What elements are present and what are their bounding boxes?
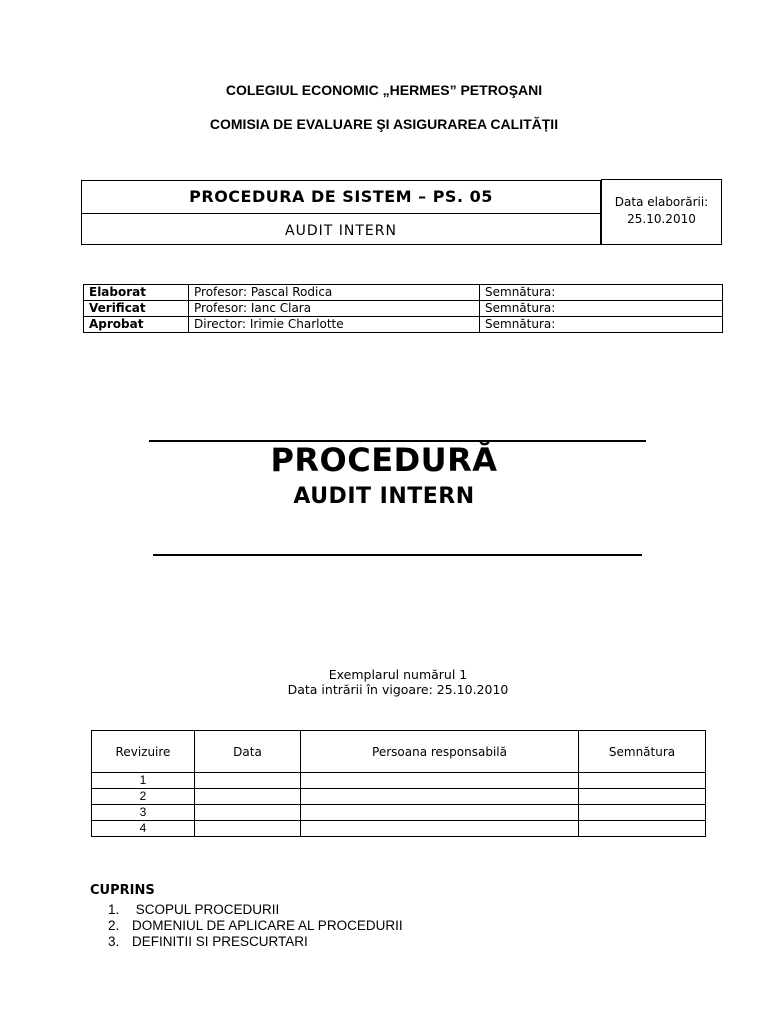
- institution-name: COLEGIUL ECONOMIC „HERMES” PETROŞANI: [225, 82, 543, 98]
- revisions-table: [91, 730, 706, 837]
- main-subtitle: AUDIT INTERN: [293, 484, 475, 509]
- table-header-row: [92, 731, 706, 773]
- list-item: [108, 902, 279, 917]
- commission-name: COMISIA DE EVALUARE ŞI ASIGURAREA CALITĂȚII: [209, 116, 559, 132]
- table-row: [84, 317, 723, 333]
- toc-number: 1.: [108, 902, 120, 917]
- elaboration-date-box: [601, 179, 722, 245]
- approval-signature: Semnătura:: [480, 285, 723, 301]
- procedure-title: PROCEDURA DE SISTEM – PS. 05: [82, 181, 600, 214]
- table-row: [84, 285, 723, 301]
- list-item: [108, 918, 403, 933]
- approval-role: Verificat: [84, 301, 189, 317]
- table-row: [84, 301, 723, 317]
- table-row: [92, 789, 706, 805]
- revisions-header: Revizuire: [92, 731, 195, 773]
- main-title: PROCEDURĂ: [270, 441, 498, 479]
- revisions-header: Data: [195, 731, 301, 773]
- toc-text: DOMENIUL DE APLICARE AL PROCEDURII: [132, 918, 403, 933]
- revision-number: 4: [92, 821, 195, 837]
- elaboration-date-value: 25.10.2010: [627, 212, 696, 226]
- toc-text: DEFINITII SI PRESCURTARI: [132, 934, 308, 949]
- revision-number: 2: [92, 789, 195, 805]
- table-row: [92, 773, 706, 789]
- table-row: [92, 821, 706, 837]
- contents-title: CUPRINS: [90, 883, 155, 898]
- approval-role: Aprobat: [84, 317, 189, 333]
- approval-signature: Semnătura:: [480, 317, 723, 333]
- toc-number: 2.: [108, 918, 120, 933]
- procedure-subtitle: AUDIT INTERN: [285, 223, 397, 239]
- approval-name: Profesor: Pascal Rodica: [189, 285, 480, 301]
- revisions-header: Semnătura: [579, 731, 706, 773]
- procedure-box: [81, 180, 601, 245]
- approval-signature: Semnătura:: [480, 301, 723, 317]
- approval-role: Elaborat: [84, 285, 189, 301]
- approval-name: Profesor: Ianc Clara: [189, 301, 480, 317]
- toc-text: SCOPUL PROCEDURII: [132, 902, 280, 917]
- revision-number: 3: [92, 805, 195, 821]
- revisions-header: Persoana responsabilă: [301, 731, 579, 773]
- elaboration-date-label: Data elaborării:: [614, 195, 709, 209]
- approvals-table: [83, 284, 723, 333]
- approval-name: Director: Irimie Charlotte: [189, 317, 480, 333]
- table-row: [92, 805, 706, 821]
- list-item: [108, 934, 308, 949]
- toc-number: 3.: [108, 934, 120, 949]
- title-bottom-rule: [153, 554, 642, 556]
- revision-number: 1: [92, 773, 195, 789]
- copy-number: Exemplarul numărul 1: [328, 667, 468, 682]
- effective-date: Data intrării în vigoare: 25.10.2010: [287, 682, 509, 697]
